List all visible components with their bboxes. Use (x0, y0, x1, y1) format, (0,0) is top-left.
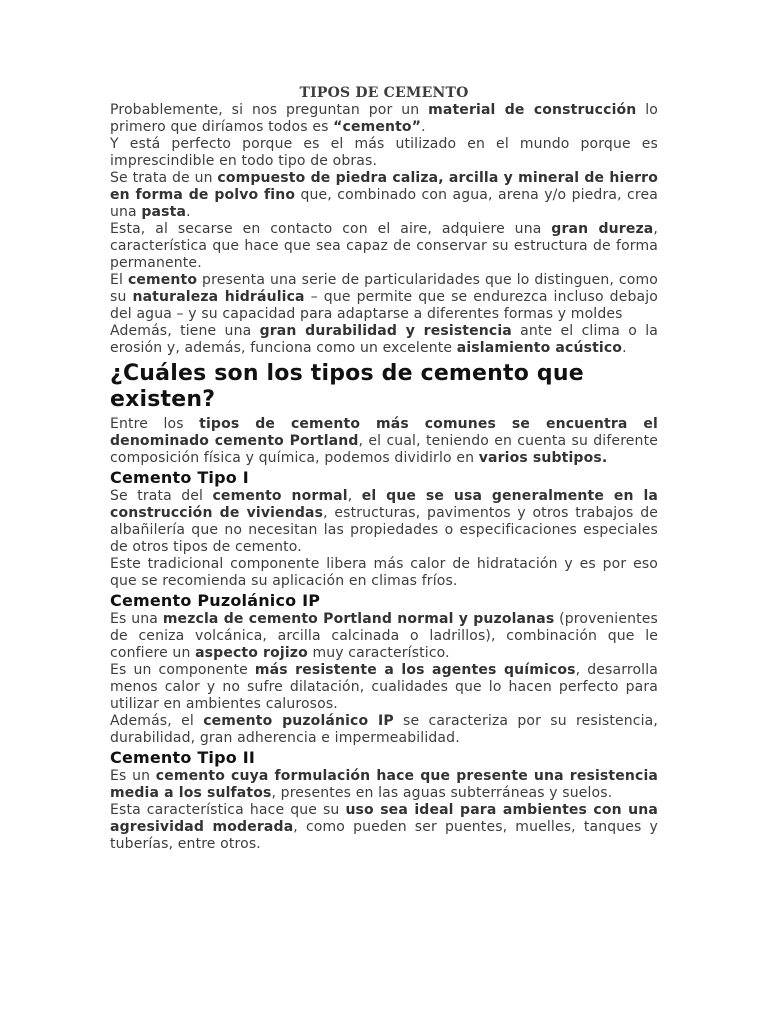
paragraph (110, 662, 658, 713)
section-intro (110, 416, 658, 467)
paragraph (110, 170, 658, 221)
paragraph (110, 488, 658, 556)
text-run: presenta una serie de particularidades que lo distinguen, como su (110, 272, 658, 305)
bold-text: naturaleza hidráulica (132, 289, 305, 305)
paragraph (110, 221, 658, 272)
text-run: que, combinado con agua, arena y/o piedra, crea una (110, 187, 658, 220)
text-run: Es una (110, 611, 163, 627)
bold-text: cemento normal (212, 488, 348, 504)
bold-text: más resistente a los agentes químicos (254, 662, 576, 678)
paragraph (110, 556, 658, 590)
bold-text: tipos de cemento más comunes se encuentra el denominado cemento Portland (110, 416, 658, 449)
paragraph (110, 272, 658, 323)
text-run: Esta, al secarse en contacto con el aire, adquiere una (110, 221, 552, 237)
text-run: (provenientes de ceniza volcánica, arcilla calcinada o ladrillos), combinación que le confiere un (110, 611, 658, 661)
text-run: El (110, 272, 128, 288)
paragraph (110, 136, 658, 170)
bold-text: varios subtipos. (478, 450, 608, 466)
paragraph (110, 611, 658, 662)
bold-text: aislamiento acústico (456, 340, 623, 356)
paragraph (110, 416, 658, 467)
text-run: Se trata de un (110, 170, 218, 186)
bold-text: el que se usa generalmente en la construcción de viviendas (110, 488, 658, 521)
text-run: Probablemente, si nos preguntan por un (110, 102, 429, 118)
intro-section (110, 102, 658, 357)
text-run: Además, tiene una (110, 323, 260, 339)
text-run: , característica que hace que sea capaz de conservar su estructura de forma permanente. (110, 221, 658, 271)
bold-text: uso sea ideal para ambientes con una agresividad moderada (110, 802, 658, 835)
subsection-heading: Cemento Puzolánico IP (110, 591, 321, 610)
subsection-heading: Cemento Tipo I (110, 468, 249, 487)
section-heading: ¿Cuáles son los tipos de cemento que existen? (110, 361, 584, 412)
bold-text: “cemento” (333, 119, 422, 135)
bold-text: cemento cuya formulación hace que presente una resistencia media a los sulfatos (110, 768, 659, 801)
text-run: Es un (110, 768, 156, 784)
text-run: muy característico. (307, 645, 450, 661)
text-run: , el cual, teniendo en cuenta su diferente composición física y química, podemos dividirlo en (110, 433, 658, 466)
bold-text: cemento (127, 272, 198, 288)
text-run: , como pueden ser puentes, muelles, tanques y tuberías, entre otros. (110, 819, 658, 852)
bold-text: aspecto rojizo (195, 645, 308, 661)
document-title: TIPOS DE CEMENTO (299, 85, 469, 101)
paragraph (110, 768, 658, 802)
paragraph (110, 323, 658, 357)
text-run: – que permite que se endurezca incluso debajo del agua – y su capacidad para adaptarse a diferentes formas y moldes (110, 289, 658, 322)
text-run: , estructuras, pavimentos y otros trabajos de albañilería que no necesitan las propiedades o especificaciones especiales de otros tipos de cemento. (110, 505, 658, 555)
text-run: , (347, 488, 362, 504)
text-run: Este tradicional componente libera más calor de hidratación y es por eso que se recomienda su aplicación en climas fríos. (110, 556, 658, 589)
text-run: se caracteriza por su resistencia, durabilidad, gran adherencia e impermeabilidad. (110, 713, 658, 746)
text-run: , presentes en las aguas subterráneas y suelos. (271, 785, 613, 801)
bold-text: mezcla de cemento Portland normal y puzolanas (162, 611, 555, 627)
bold-text: compuesto de piedra caliza, arcilla y mineral de hierro en forma de polvo fino (110, 170, 658, 203)
bold-text: gran durabilidad y resistencia (259, 323, 512, 339)
subsections (110, 468, 658, 853)
bold-text: cemento puzolánico IP (203, 713, 394, 729)
text-run: Entre los (110, 416, 200, 432)
text-run: , desarrolla menos calor y no sufre dilatación, cualidades que lo hacen perfecto para utilizar en ambientes calurosos. (110, 662, 658, 712)
text-run: Esta característica hace que su (110, 802, 346, 818)
text-run: Además, el (110, 713, 204, 729)
bold-text: pasta (141, 204, 187, 220)
paragraph (110, 713, 658, 747)
text-run: . (622, 340, 627, 356)
paragraph (110, 802, 658, 853)
text-run: . (186, 204, 191, 220)
document-body (110, 85, 658, 853)
paragraph (110, 102, 658, 136)
text-run: ante el clima o la erosión y, además, funciona como un excelente (110, 323, 658, 356)
text-run: Es un componente (110, 662, 255, 678)
text-run: lo primero que diríamos todos es (110, 102, 658, 135)
bold-text: gran dureza (551, 221, 654, 237)
text-run: Y está perfecto porque es el más utilizado en el mundo porque es imprescindible en todo tipo de obras. (110, 136, 658, 169)
text-run: Se trata del (110, 488, 213, 504)
bold-text: material de construcción (428, 102, 637, 118)
text-run: . (421, 119, 426, 135)
subsection-heading: Cemento Tipo II (110, 748, 256, 767)
